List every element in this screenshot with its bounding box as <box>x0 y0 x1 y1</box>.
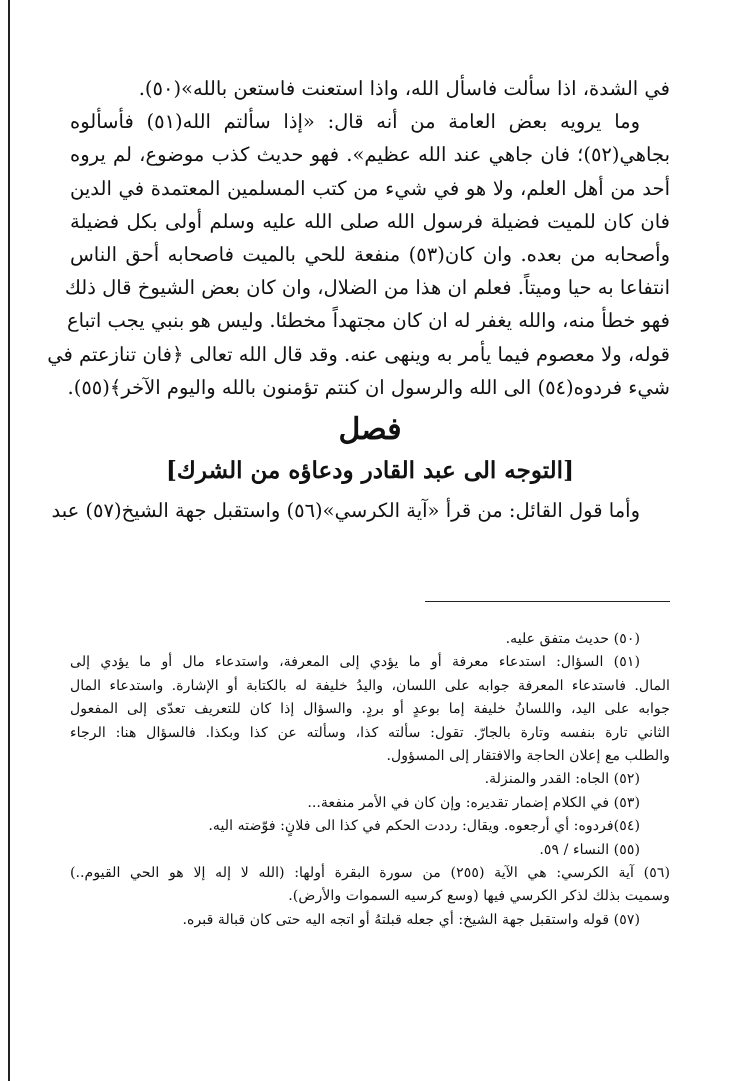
footnote-line-3: المال. فاستدعاء المعرفة جوابه على اللسان، واليدُ خليفة له بالكتابة أو الإشارة. واستدعاء المال <box>70 677 670 694</box>
footnote-line-9: (٥٤)فردوه: أي أرجعوه. ويقال: رددت الحكم في كذا الى فلانٍ: فوّضته اليه. <box>208 818 640 835</box>
footnote-line-7: (٥٢) الجاه: القدر والمنزلة. <box>484 771 640 788</box>
page-edge-line <box>8 0 10 1081</box>
body-line-1: في الشدة، اذا سألت فاسأل الله، واذا استعنت فاستعن بالله»(٥٠). <box>138 77 670 100</box>
footnote-line-10: (٥٥) النساء / ٥٩. <box>539 841 640 858</box>
footnote-line-4: جوابه على اليد، واللسانُ خليفة إما بوعدٍ أو بردٍ. والسؤال إذا كان للتعريف تعدّى إلى المفعول <box>70 701 670 718</box>
body-line-3: بجاهي(٥٢)؛ فان جاهي عند الله عظيم». فهو حديث كذب موضوع، لم يروه <box>70 143 670 167</box>
body-line-8: فهو خطأ منه، والله يغفر له ان كان مجتهداً مخطئا. وليس هو بنبي يجب اتباع <box>66 309 670 333</box>
body-line-4: أحد من أهل العلم، ولا هو في شيء من كتب المسلمين المعتمدة في الدين <box>70 176 670 200</box>
main-text <box>47 72 670 527</box>
footnote-line-8: (٥٣) في الكلام إضمار تقديره: وإن كان في الأمر منفعة... <box>307 794 640 811</box>
footnote-line-12: وسميت بذلك لذكر الكرسي فيها (وسع كرسيه السموات والأرض). <box>288 888 670 905</box>
body-line-5: فان كان للميت فضيلة فرسول الله صلى الله عليه وسلم أولى بكل فضيلة <box>70 209 670 233</box>
section-heading: فصل <box>338 411 402 447</box>
footnote-line-13: (٥٧) قوله واستقبل جهة الشيخ: أي جعله قبلتهُ أو اتجه اليه حتى كان قبالة قبره. <box>182 911 640 928</box>
footnote-line-2: (٥١) السؤال: استدعاء معرفة أو ما يؤدي إلى المعرفة، واستدعاء مال أو ما يؤدي إلى <box>70 654 640 671</box>
footnote-line-5: الثاني تارة بنفسه وتارة بالجارّ. تقول: سألته كذا، وسألته عن كذا وبكذا. فالسؤال هنا: الرجاء <box>70 724 670 741</box>
footnote-line-1: (٥٠) حديث متفق عليه. <box>505 631 640 647</box>
footnote-line-6: والطلب مع إعلان الحاجة والافتقار إلى المسؤول. <box>386 748 670 765</box>
body-line-2: وما يرويه بعض العامة من أنه قال: «إذا سألتم الله(٥١) فأسألوه <box>70 110 640 134</box>
footnote-line-11: (٥٦) آية الكرسي: هي الآية (٢٥٥) من سورة البقرة أولها: (الله لا إله إلا هو الحي القيوم..) <box>70 865 670 882</box>
body-line-7: انتفاعا به حيا وميتاً. فعلم ان هذا من الضلال، وان كان بعض الشيوخ قال ذلك <box>64 276 670 300</box>
section-subheading: [التوجه الى عبد القادر ودعاؤه من الشرك] <box>166 456 574 484</box>
footnotes <box>70 628 670 932</box>
closing-line: وأما قول القائل: من قرأ «آية الكرسي»(٥٦) واستقبل جهة الشيخ(٥٧) عبد <box>51 498 640 522</box>
body-line-9: قوله، ولا معصوم فيما يأمر به وينهى عنه. وقد قال الله تعالى ﴿فان تنازعتم في <box>47 342 670 366</box>
body-line-6: وأصحابه من بعده. وان كان(٥٣) منفعة للحي بالميت فاصحابه أحق الناس <box>70 242 670 266</box>
body-line-10: شيء فردوه(٥٤) الى الله والرسول ان كنتم تؤمنون بالله واليوم الآخر﴾(٥٥). <box>67 375 670 399</box>
footnote-separator <box>425 601 670 602</box>
